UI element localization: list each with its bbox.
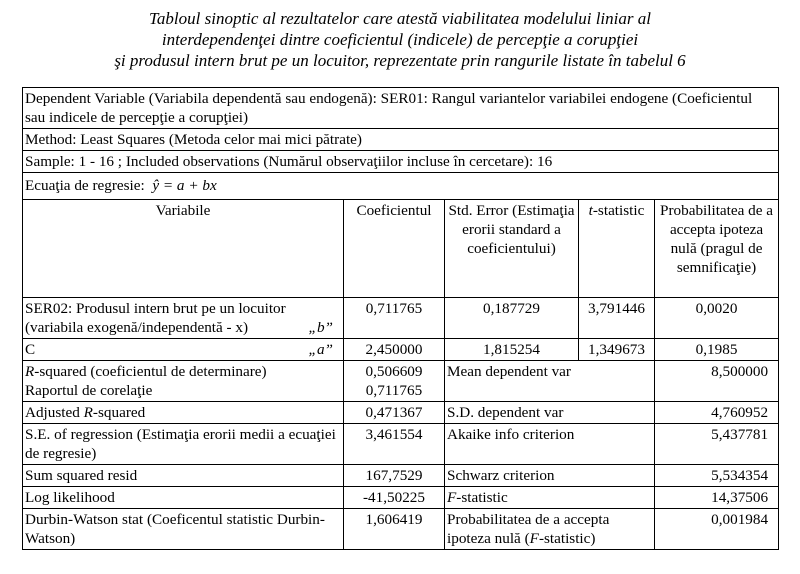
stats-row-dw [23, 509, 779, 550]
mean-dependent-value: 8,500000 [655, 361, 779, 402]
variable-name-cell [23, 298, 344, 339]
schwarz-value: 5,534354 [655, 465, 779, 487]
mean-dependent-label: Mean dependent var [445, 361, 655, 402]
ssr-value: 167,7529 [344, 465, 445, 487]
correlation-value: 0,711765 [365, 382, 423, 399]
stats-row-loglik [23, 487, 779, 509]
coefficient-tag: „b” [308, 319, 333, 336]
sd-dependent-label: S.D. dependent var [445, 402, 655, 424]
rsquared-value-cell [344, 361, 445, 402]
stats-row-adjusted [23, 402, 779, 424]
f-statistic-value: 14,37506 [655, 487, 779, 509]
adjusted-prefix: Adjusted [25, 404, 84, 421]
variable-name-cell [23, 339, 344, 361]
t-statistic-suffix: -statistic [592, 202, 645, 219]
method-cell: Method: Least Squares (Metoda celor mai mici pătrate) [23, 129, 779, 151]
rsquared-label-cell [23, 361, 344, 402]
col-header-std-error: Std. Error (Estimaţia erorii standard a coeficientului) [445, 200, 579, 298]
durbin-watson-label: Durbin-Watson stat (Coeficentul statistic Durbin-Watson) [23, 509, 344, 550]
adjusted-suffix: -squared [92, 404, 146, 421]
adjusted-rsquared-label [23, 402, 344, 424]
sample-row [23, 151, 779, 173]
prob-value: 0,0020 [655, 298, 779, 339]
rsquared-value: 0,506609 [365, 363, 423, 380]
col-header-variabile: Variabile [23, 200, 344, 298]
tstat-value: 1,349673 [579, 339, 655, 361]
t-letter: t [588, 202, 593, 219]
dependent-variable-row [23, 88, 779, 129]
r-letter: R [25, 363, 35, 380]
coef-value: 0,711765 [344, 298, 445, 339]
coef-value: 2,450000 [344, 339, 445, 361]
dependent-variable-cell: Dependent Variable (Variabila dependentă sau endogenă): SER01: Rangul variantelor variabilei endogene (Coeficientul sau indicele de percepţie a corupţiei) [23, 88, 779, 129]
title-line-3: şi produsul intern brut pe un locuitor, reprezentate prin rangurile listate în tabelul 6 [114, 51, 686, 70]
col-header-t-statistic [579, 200, 655, 298]
equation-cell [23, 173, 779, 200]
prob-value: 0,1985 [655, 339, 779, 361]
prob-f-value: 0,001984 [655, 509, 779, 550]
f-letter: F [447, 489, 457, 506]
adjusted-rsquared-value: 0,471367 [344, 402, 445, 424]
stats-row-ssr [23, 465, 779, 487]
table-row [23, 339, 779, 361]
correlation-label: Raportul de corelaţie [25, 382, 153, 399]
f-letter: F [529, 530, 539, 547]
prob-f-label [445, 509, 655, 550]
table-title [0, 8, 800, 71]
table-row [23, 298, 779, 339]
tstat-value: 3,791446 [579, 298, 655, 339]
akaike-label: Akaike info criterion [445, 424, 655, 465]
col-header-coeficientul: Coeficientul [344, 200, 445, 298]
sample-cell: Sample: 1 - 16 ; Included observations (Numărul observaţiilor incluse în cercetare): 16 [23, 151, 779, 173]
equation-label: Ecuaţia de regresie: [25, 177, 145, 194]
se-regression-label: S.E. of regression (Estimaţia erorii medii a ecuaţiei de regresie) [23, 424, 344, 465]
variable-name: SER02: Produsul intern brut pe un locuitor (variabila exogenă/independentă - x) [25, 300, 286, 336]
f-statistic-suffix: -statistic [456, 489, 508, 506]
regression-equation: ŷ = a + bx [152, 177, 217, 194]
equation-row [23, 173, 779, 200]
sd-dependent-value: 4,760952 [655, 402, 779, 424]
f-statistic-label [445, 487, 655, 509]
se-regression-value: 3,461554 [344, 424, 445, 465]
r-letter: R [83, 404, 93, 421]
akaike-value: 5,437781 [655, 424, 779, 465]
variable-name: C [25, 341, 36, 358]
method-row [23, 129, 779, 151]
durbin-watson-value: 1,606419 [344, 509, 445, 550]
column-header-row [23, 200, 779, 298]
log-likelihood-label: Log likelihood [23, 487, 344, 509]
col-header-probabilitatea: Probabilitatea de a accepta ipoteza nulă (pragul de semnificaţie) [655, 200, 779, 298]
stderr-value: 1,815254 [445, 339, 579, 361]
regression-table [22, 87, 779, 550]
stderr-value: 0,187729 [445, 298, 579, 339]
schwarz-label: Schwarz criterion [445, 465, 655, 487]
log-likelihood-value: -41,50225 [344, 487, 445, 509]
coefficient-tag: „a” [308, 341, 333, 358]
title-line-2: interdependenţei dintre coeficientul (indicele) de percepţie a corupţiei [161, 30, 639, 49]
ssr-label: Sum squared resid [23, 465, 344, 487]
title-line-1: Tabloul sinoptic al rezultatelor care atestă viabilitatea modelului liniar al [149, 9, 651, 28]
prob-f-prefix: Probabilitatea de a accepta ipoteza nulă ( [447, 511, 610, 547]
prob-f-suffix: -statistic) [538, 530, 596, 547]
stats-row-rsquared [23, 361, 779, 402]
stats-row-se [23, 424, 779, 465]
rsquared-label: -squared (coeficientul de determinare) [34, 363, 267, 380]
